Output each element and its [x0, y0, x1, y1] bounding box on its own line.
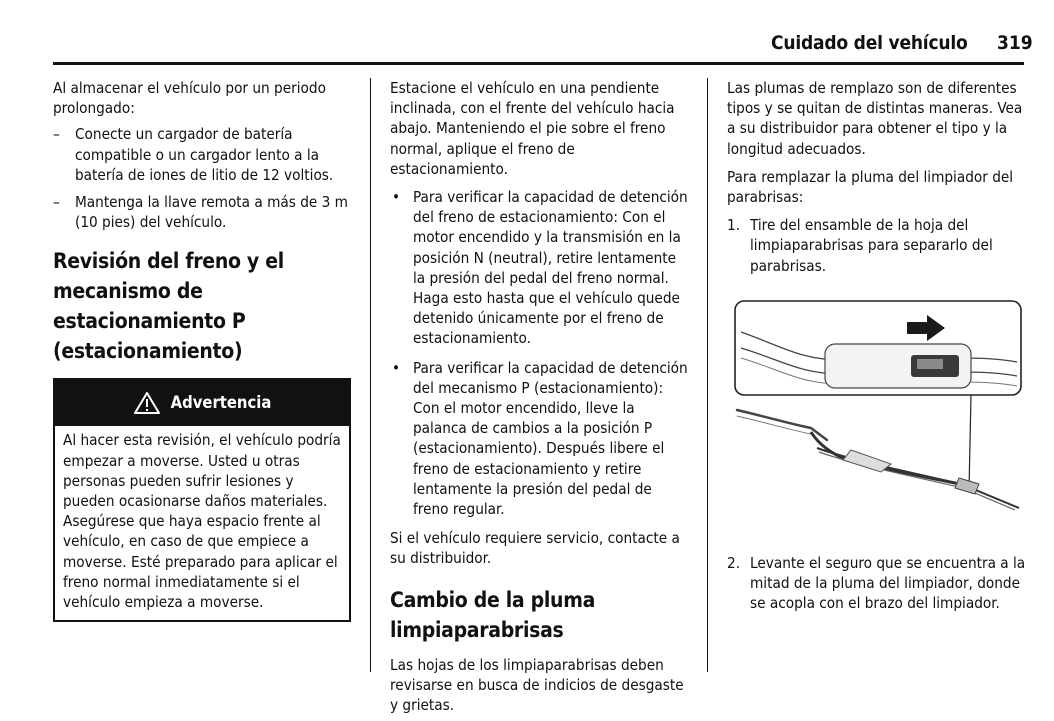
list-item-text: Mantenga la llave remota a más de 3 m (10 pies) del vehículo. — [75, 193, 348, 232]
step-text: Tire del ensamble de la hoja del limpiaparabrisas para separarlo del parabrisas. — [750, 216, 993, 275]
bullet-marker: • — [392, 188, 401, 207]
section-heading: Cambio de la pluma limpiaparabrisas — [390, 587, 596, 642]
step-number: 1. — [727, 216, 741, 235]
bullet-marker: • — [392, 358, 401, 377]
running-header-title: Cuidado del vehículo — [771, 32, 968, 54]
column-divider — [707, 78, 708, 672]
warning-title: Advertencia — [170, 393, 272, 413]
column-right — [727, 78, 1027, 622]
replacement-intro: Las plumas de remplazo son de diferentes tipos y se quitan de distintas maneras. Vea a su distribuidor para obtener el tipo y la longitud adecuados. — [727, 79, 1023, 158]
wiper-intro: Las hojas de los limpiaparabrisas deben revisarse en busca de indicios de desgaste y grietas. — [390, 655, 684, 715]
list-item-text: Conecte un cargador de batería compatible o un cargador lento a la batería de iones de litio de 12 voltios. — [75, 125, 334, 184]
column-divider — [370, 78, 371, 672]
replacement-instruction: Para remplazar la pluma del limpiador del parabrisas: — [727, 167, 1014, 207]
column-left — [53, 78, 353, 622]
column-middle — [390, 78, 690, 721]
header-rule — [53, 62, 1024, 65]
step-item — [727, 215, 1027, 276]
page-number: 319 — [997, 32, 1033, 54]
warning-header — [55, 380, 349, 426]
list-item — [53, 192, 353, 232]
list-item — [390, 187, 690, 349]
step-text: Levante el seguro que se encuentra a la mitad de la pluma del limpiador, donde se acopla con el brazo del limpiador. — [750, 554, 1026, 613]
list-item — [53, 124, 353, 185]
warning-text: Al hacer esta revisión, el vehículo podría empezar a moverse. Usted u otras personas pueden sufrir lesiones y pueden ocasionarse daños materiales. Asegúrese que haya espacio frente al vehículo, en caso de que empiece a moverse. Esté preparado para aplicar el freno normal inmediatamente si el vehículo empieza a moverse. — [63, 431, 341, 612]
section-heading: Revisión del freno y el mecanismo de estacionamiento P (estacionamiento) — [53, 249, 284, 364]
parking-intro: Estacione el vehículo en una pendiente inclinada, con el frente del vehículo hacia abajo. Manteniendo el pie sobre el freno normal, aplique el freno de estacionamiento. — [390, 79, 675, 178]
list-item-text: Para verificar la capacidad de detención del mecanismo P (estacionamiento): Con el motor encendido, lleve la palanca de cambios a la posición P (estacionamiento). Después libere el freno de estacionamiento y retire lentamente la presión del pedal de freno regular. — [413, 358, 688, 519]
list-item-text: Para verificar la capacidad de detención del freno de estacionamiento: Con el motor encendido y la transmisión en la posición N (neutral), retire lentamente la presión del pedal del freno normal. Haga esto hasta que el vehículo quede detenido únicamente por el freno de estacionamiento. — [413, 188, 688, 348]
warning-triangle-icon — [133, 391, 161, 415]
list-item — [390, 358, 690, 520]
service-note: Si el vehículo requiere servicio, contacte a su distribuidor. — [390, 529, 680, 568]
dash-marker: – — [53, 193, 60, 212]
warning-box — [53, 378, 351, 622]
dash-marker: – — [53, 125, 60, 144]
step-number: 2. — [727, 554, 741, 573]
step-item — [727, 553, 1027, 614]
storage-intro: Al almacenar el vehículo por un periodo prolongado: — [53, 79, 326, 118]
wiper-blade-illustration — [731, 300, 1023, 516]
